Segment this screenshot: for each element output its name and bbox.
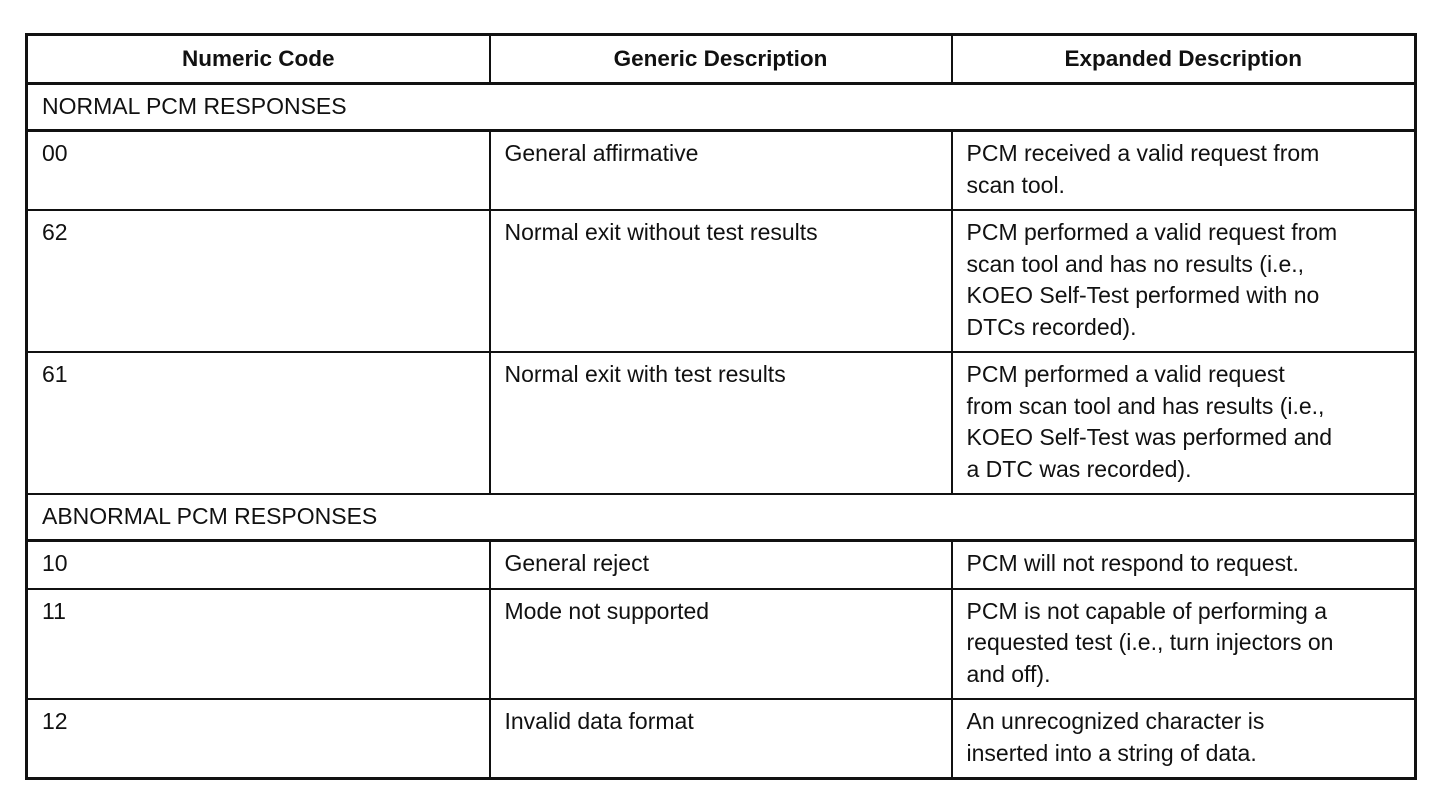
expanded-description-cell: [952, 131, 1416, 211]
table-row: [27, 210, 1416, 352]
section-title-abnormal: ABNORMAL PCM RESPONSES: [27, 494, 1416, 541]
expanded-description-cell: [952, 699, 1416, 779]
expanded-description-line: a DTC was recorded).: [966, 455, 1192, 482]
table-row: [27, 589, 1416, 700]
table-row: [27, 131, 1416, 211]
section-title-normal: NORMAL PCM RESPONSES: [27, 84, 1416, 131]
expanded-description-cell: [952, 589, 1416, 700]
generic-description-cell: General reject: [490, 541, 952, 589]
table-row: [27, 699, 1416, 779]
table-header-row: [27, 35, 1416, 84]
generic-description-cell: Normal exit with test results: [490, 352, 952, 494]
section-row-normal: [27, 84, 1416, 131]
expanded-description-line: PCM will not respond to request.: [966, 550, 1299, 576]
expanded-description-line: from scan tool and has results (i.e.,: [966, 392, 1325, 419]
expanded-description-line: scan tool and has no results (i.e.,: [966, 250, 1305, 277]
expanded-description-line: DTCs recorded).: [966, 313, 1137, 340]
expanded-description-line: inserted into a string of data.: [966, 739, 1257, 766]
expanded-description-line: PCM performed a valid request from: [966, 219, 1338, 245]
header-generic-description: Generic Description: [490, 35, 952, 84]
expanded-description-cell: [952, 210, 1416, 352]
header-expanded-description: Expanded Description: [952, 35, 1416, 84]
expanded-description-line: KOEO Self-Test was performed and: [966, 424, 1333, 450]
section-row-abnormal: [27, 494, 1416, 541]
generic-description-cell: Normal exit without test results: [490, 210, 952, 352]
expanded-description-line: PCM received a valid request from: [966, 140, 1320, 166]
table-row: [27, 541, 1416, 589]
pcm-response-table-container: [25, 33, 1414, 780]
expanded-description-line: PCM is not capable of performing a: [966, 597, 1328, 624]
numeric-code-cell: 10: [27, 541, 490, 589]
table-row: [27, 352, 1416, 494]
numeric-code-cell: 62: [27, 210, 490, 352]
header-numeric-code: Numeric Code: [27, 35, 490, 84]
expanded-description-line: KOEO Self-Test performed with no: [966, 282, 1320, 308]
numeric-code-cell: 11: [27, 589, 490, 700]
expanded-description-cell: [952, 541, 1416, 589]
expanded-description-cell: [952, 352, 1416, 494]
expanded-description-line: An unrecognized character is: [966, 708, 1265, 734]
generic-description-cell: Invalid data format: [490, 699, 952, 779]
generic-description-cell: General affirmative: [490, 131, 952, 211]
generic-description-cell: Mode not supported: [490, 589, 952, 700]
expanded-description-line: and off).: [966, 660, 1051, 687]
expanded-description-line: PCM performed a valid request: [966, 361, 1285, 387]
expanded-description-line: requested test (i.e., turn injectors on: [966, 629, 1334, 655]
numeric-code-cell: 12: [27, 699, 490, 779]
numeric-code-cell: 61: [27, 352, 490, 494]
expanded-description-line: scan tool.: [966, 171, 1065, 198]
numeric-code-cell: 00: [27, 131, 490, 211]
pcm-response-table: [25, 33, 1417, 780]
